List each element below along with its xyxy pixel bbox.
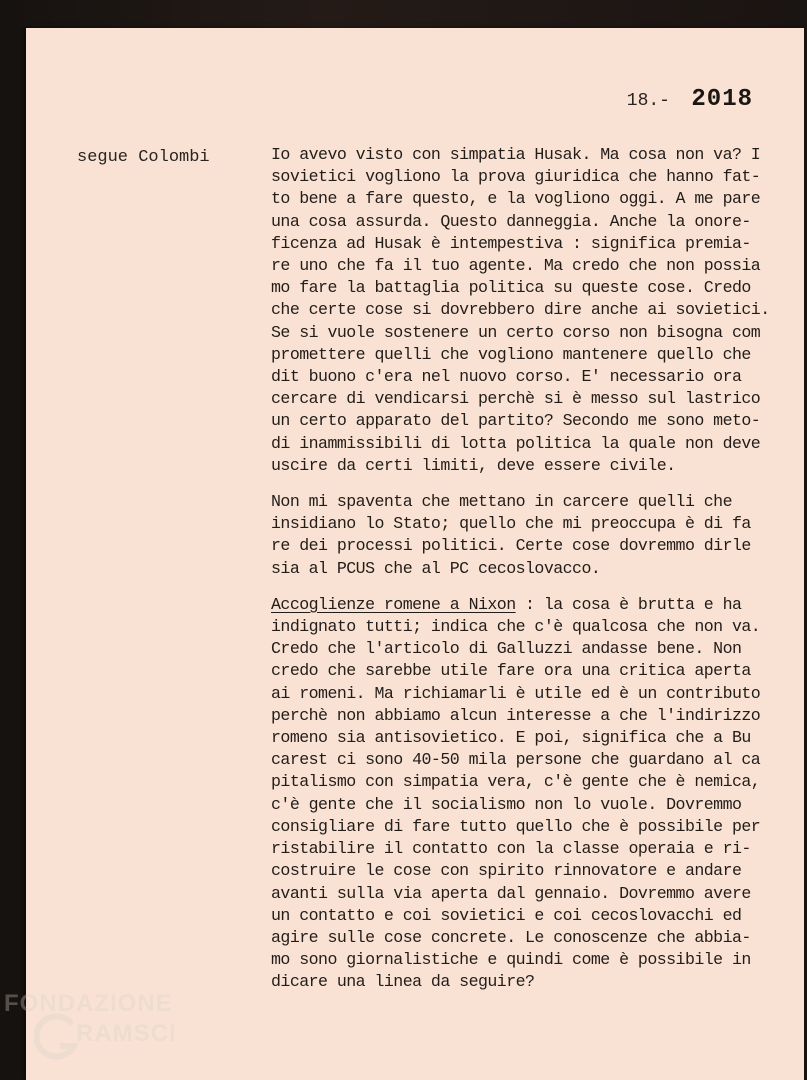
watermark-line-2: RAMSCI xyxy=(76,1020,177,1047)
text-line: ficenza ad Husak è intempestiva : significa premia- xyxy=(271,233,751,253)
page-number: 18.- xyxy=(626,91,670,111)
text-line: c'è gente che il socialismo non lo vuole. Dovremmo xyxy=(271,794,742,814)
paragraph xyxy=(271,594,791,994)
section-heading: Accoglienze romene a Nixon xyxy=(271,594,516,614)
text-line: indignato tutti; indica che c'è qualcosa che non va. xyxy=(271,617,761,637)
text-line: re uno che fa il tuo agente. Ma credo che non possia xyxy=(271,256,761,276)
text-line: di inammissibili di lotta politica la quale non deve xyxy=(271,433,761,453)
text-line: uscire da certi limiti, deve essere civile. xyxy=(271,455,676,475)
text-line: Non mi spaventa che mettano in carcere quelli che xyxy=(271,492,732,512)
text-line: credo che sarebbe utile fare ora una critica aperta xyxy=(271,661,751,681)
text-line: to bene a fare questo, e la vogliono oggi. A me pare xyxy=(271,189,761,209)
text-line: agire sulle cose concrete. Le conoscenze che abbia- xyxy=(271,927,751,947)
text-line: costruire le cose con spirito rinnovatore e andare xyxy=(271,861,742,881)
text-line: Io avevo visto con simpatia Husak. Ma cosa non va? I xyxy=(271,145,761,164)
text-line: che certe cose si dovrebbero dire anche ai sovietici. xyxy=(271,300,770,320)
text-line: pitalismo con simpatia vera, c'è gente che è nemica, xyxy=(271,772,761,792)
text-line: carest ci sono 40-50 mila persone che guardano al ca xyxy=(271,750,761,770)
text-line: mo fare la battaglia politica su queste cose. Credo xyxy=(271,278,751,298)
text-line: cercare di vendicarsi perchè si è messo sul lastrico xyxy=(271,389,761,409)
text-line: dicare una linea da seguire? xyxy=(271,972,535,992)
text-line: sia al PCUS che al PC cecoslovacco. xyxy=(271,558,601,578)
document-body xyxy=(271,144,791,1008)
text-line: re dei processi politici. Certe cose dovremmo dirle xyxy=(271,536,751,556)
fondazione-gramsci-watermark xyxy=(4,990,204,1070)
text-line: romeno sia antisovietico. E poi, significa che a Bu xyxy=(271,728,751,748)
text-line: dit buono c'era nel nuovo corso. E' necessario ora xyxy=(271,367,742,387)
text-line: un certo apparato del partito? Secondo me sono meto- xyxy=(271,411,761,431)
text-line: ristabilire il contatto con la classe operaia e ri- xyxy=(271,839,751,859)
watermark-line-1: FONDAZIONE xyxy=(4,990,173,1017)
text-line: perchè non abbiamo alcun interesse a che l'indirizzo xyxy=(271,705,761,725)
text-line: avanti sulla via aperta dal gennaio. Dovremmo avere xyxy=(271,883,751,903)
text-line: promettere quelli che vogliono mantenere quello che xyxy=(271,344,751,364)
text-line: una cosa assurda. Questo danneggia. Anche la onore- xyxy=(271,211,751,231)
document-number: 2018 xyxy=(691,86,753,113)
text-line: consigliare di fare tutto quello che è possibile per xyxy=(271,816,761,836)
text-line: mo sono giornalistiche e quindi come è possibile in xyxy=(271,950,751,970)
text-line: Se si vuole sostenere un certo corso non bisogna com xyxy=(271,322,761,342)
text-line xyxy=(271,594,791,616)
paragraph xyxy=(271,491,791,580)
paragraph xyxy=(271,144,791,477)
heading-line-rest: : la cosa è brutta e ha xyxy=(515,594,742,614)
text-line: ai romeni. Ma richiamarli è utile ed è un contributo xyxy=(271,683,761,703)
text-line: insidiano lo Stato; quello che mi preoccupa è di fa xyxy=(271,514,751,534)
text-line: un contatto e coi sovietici e coi cecoslovacchi ed xyxy=(271,905,742,925)
text-line: Credo che l'articolo di Galluzzi andasse bene. Non xyxy=(271,639,742,659)
gramsci-g-logo-icon xyxy=(34,1012,78,1062)
text-line: sovietici vogliono la prova giuridica che hanno fat- xyxy=(271,167,761,187)
speaker-label: segue Colombi xyxy=(77,148,210,167)
